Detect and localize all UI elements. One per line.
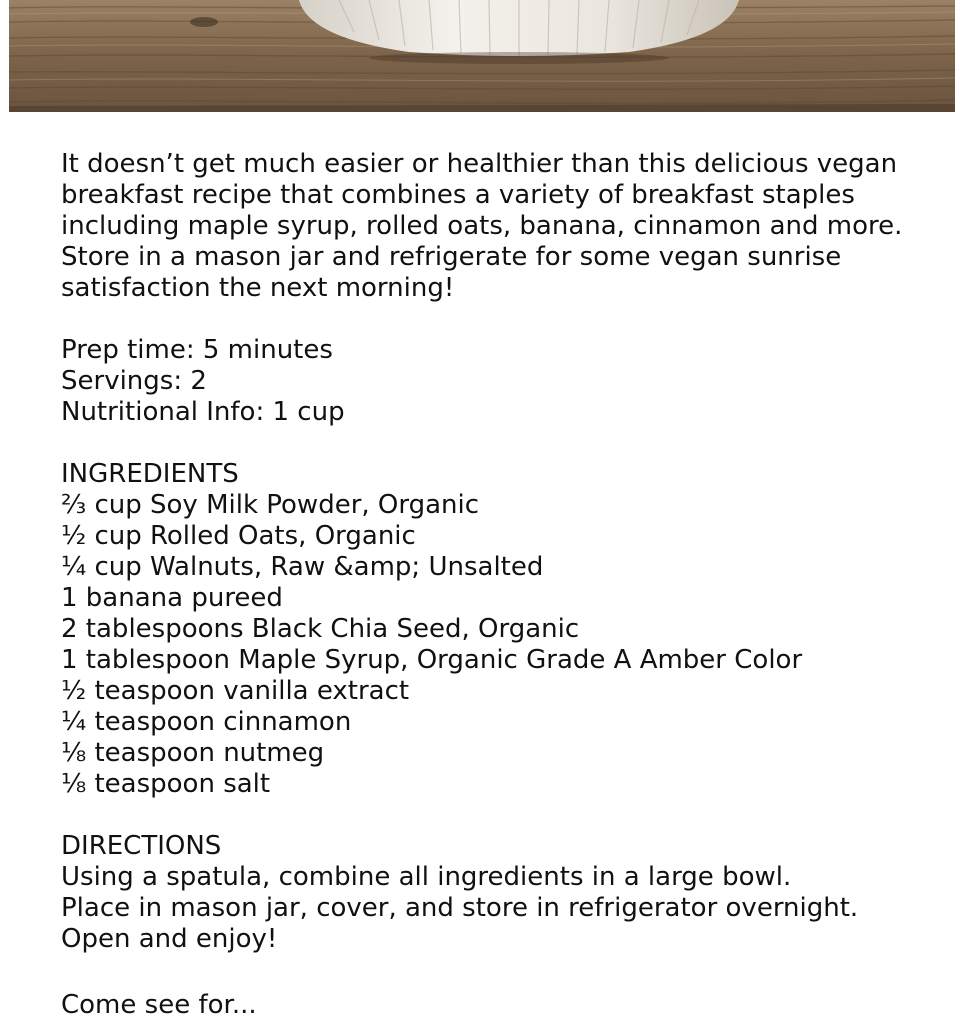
bowl-on-wood-image: [9, 0, 955, 112]
intro-paragraph: It doesn’t get much easier or healthier than this delicious vegan breakfast recipe that combines a variety of breakfast staples including maple syrup, rolled oats, banana, cinnamon and more. Store in a mason jar and refrigerate for some vegan sunrise satisfaction the next morning!: [61, 149, 903, 303]
ingredient-item: ⅔ cup Soy Milk Powder, Organic: [61, 490, 480, 520]
ingredient-item: 1 banana pureed: [61, 583, 283, 613]
nutritional-info: Nutritional Info: 1 cup: [61, 397, 345, 427]
cutoff-text: Come see for...: [61, 990, 257, 1020]
ingredient-item: 1 tablespoon Maple Syrup, Organic Grade A Amber Color: [61, 645, 803, 675]
directions-heading: DIRECTIONS: [61, 831, 222, 861]
ingredient-item: ⅛ teaspoon salt: [61, 769, 271, 799]
recipe-content: [61, 149, 921, 955]
spacer: [61, 800, 921, 831]
ingredients-list: [61, 490, 921, 800]
spacer: [61, 428, 921, 459]
ingredient-item: ¼ cup Walnuts, Raw &amp; Unsalted: [61, 552, 544, 582]
ingredient-item: ⅛ teaspoon nutmeg: [61, 738, 325, 768]
ingredient-item: 2 tablespoons Black Chia Seed, Organic: [61, 614, 580, 644]
ingredient-item: ½ teaspoon vanilla extract: [61, 676, 410, 706]
spacer: [61, 304, 921, 335]
ingredient-item: ½ cup Rolled Oats, Organic: [61, 521, 416, 551]
direction-step: Open and enjoy!: [61, 924, 278, 954]
hero-image: [9, 0, 955, 112]
servings: Servings: 2: [61, 366, 207, 396]
directions-list: [61, 862, 921, 955]
prep-time: Prep time: 5 minutes: [61, 335, 333, 365]
direction-step: Place in mason jar, cover, and store in refrigerator overnight.: [61, 893, 859, 923]
ingredient-item: ¼ teaspoon cinnamon: [61, 707, 352, 737]
ingredients-heading: INGREDIENTS: [61, 459, 239, 489]
direction-step: Using a spatula, combine all ingredients in a large bowl.: [61, 862, 792, 892]
